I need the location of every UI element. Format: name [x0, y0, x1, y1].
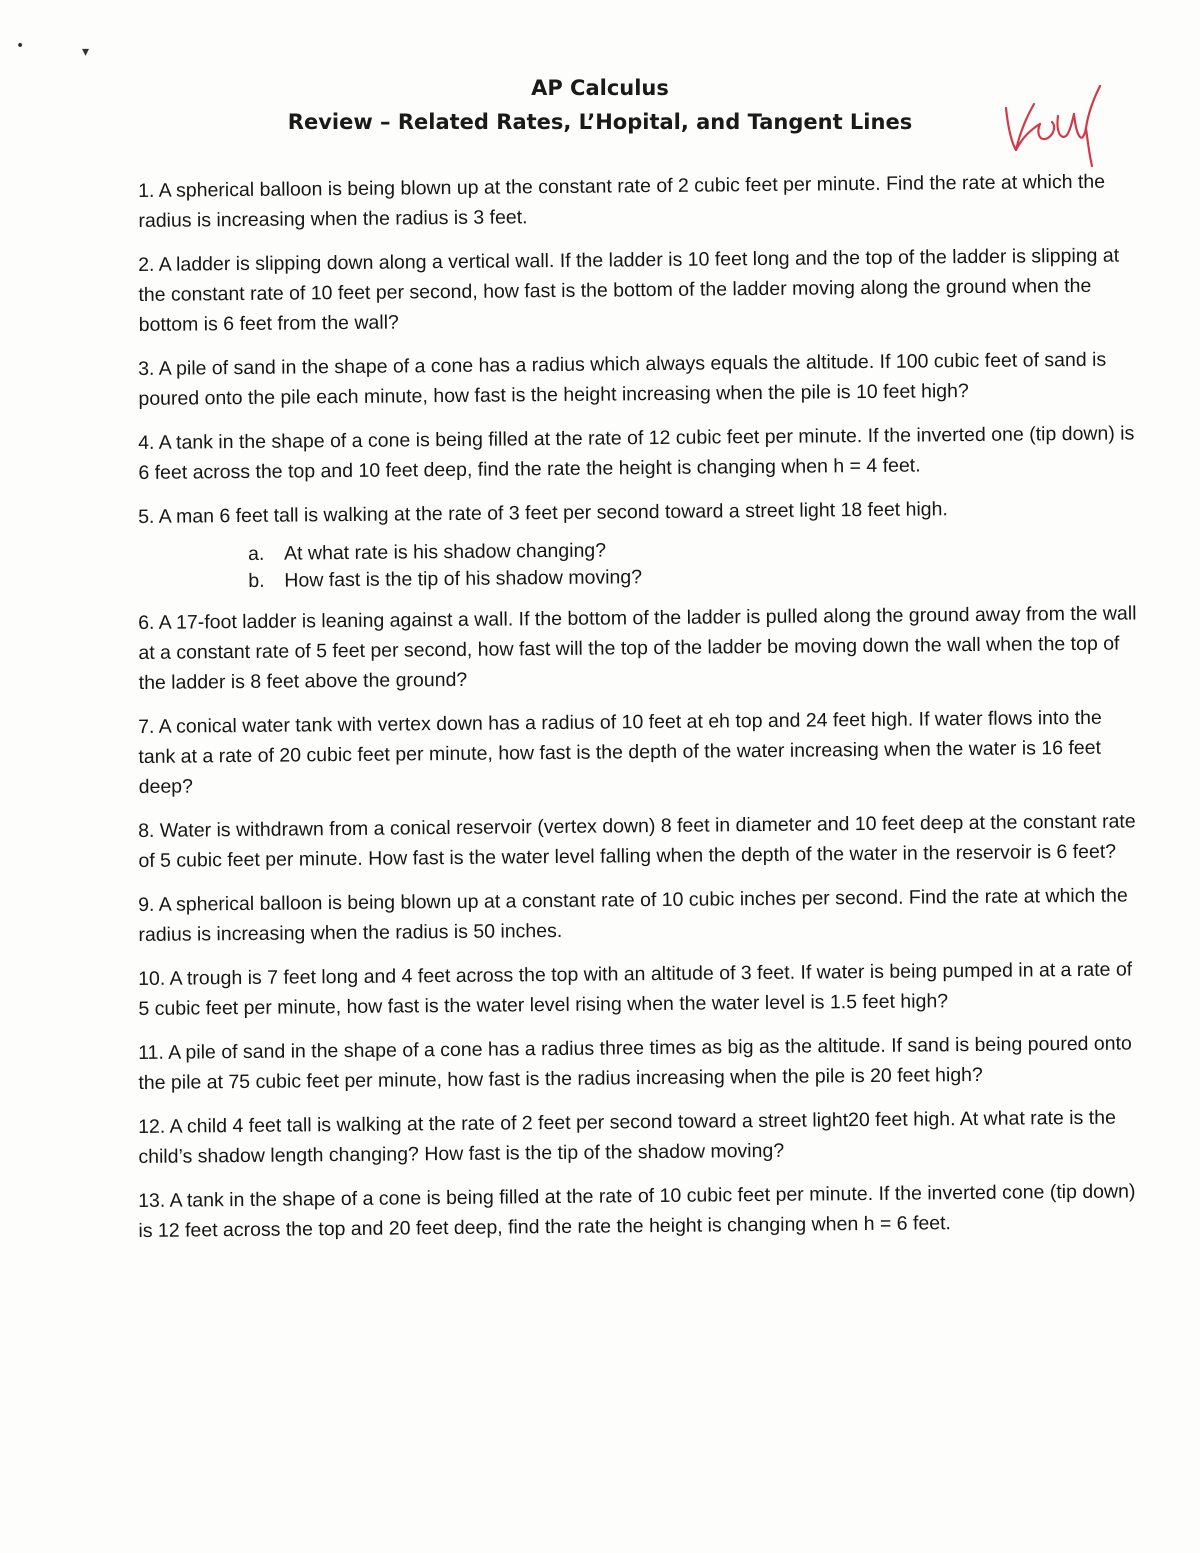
worksheet-subtitle: Review – Related Rates, L’Hopital, and Tangent Lines [287, 110, 913, 134]
problem-8: 8. Water is withdrawn from a conical reservoir (vertex down) 8 feet in diameter and 10 feet deep at the constant rate of 5 cubic feet per minute. How fast is the water level falling when the depth of the water in the reservoir is 6 feet? [138, 810, 1136, 872]
problem-9: 9. A spherical balloon is being blown up at a constant rate of 10 cubic inches per second. Find the rate at which the radius is increasing when the radius is 50 inches. [138, 884, 1128, 946]
problem-3: 3. A pile of sand in the shape of a cone has a radius which always equals the altitude. If 100 cubic feet of sand is poured onto the pile each minute, how fast is the height increasing when the pile is 10 feet high? [138, 348, 1107, 410]
problem-6: 6. A 17-foot ladder is leaning against a wall. If the bottom of the ladder is pulled along the ground away from the wall at a constant rate of 5 feet per second, how fast will the top of the ladder be moving down the wall when the top of the ladder is 8 feet above the ground? [138, 602, 1137, 694]
problem-5-parts [138, 532, 1138, 596]
part-letter: a. [248, 542, 265, 565]
problem-1: 1. A spherical balloon is being blown up at the constant rate of 2 cubic feet per minute. Find the rate at which the radius is increasing when the radius is 3 feet. [138, 170, 1106, 232]
problem-10: 10. A trough is 7 feet long and 4 feet across the top with an altitude of 3 feet. If water is being pumped in at a rate of 5 cubic feet per minute, how fast is the water level rising when the water level is 1.5 feet high? [138, 958, 1133, 1020]
part-text: How fast is the tip of his shadow moving? [284, 566, 643, 592]
course-title: AP Calculus [531, 76, 669, 100]
problem-11: 11. A pile of sand in the shape of a cone has a radius three times as big as the altitude. If sand is being poured onto the pile at 75 cubic feet per minute, how fast is the radius increasing when the pile is 20 feet high? [138, 1032, 1132, 1094]
problem-4: 4. A tank in the shape of a cone is being filled at the rate of 12 cubic feet per minute. If the inverted one (tip down) is 6 feet across the top and 10 feet deep, find the rate the height is changing when h = 4 feet. [138, 422, 1135, 484]
problem-12: 12. A child 4 feet tall is walking at the rate of 2 feet per second toward a street light20 feet high. At what rate is the child’s shadow length changing? How fast is the tip of the shadow moving? [138, 1106, 1116, 1168]
part-text: At what rate is his shadow changing? [284, 539, 607, 565]
scan-speck: • [16, 38, 25, 54]
handwritten-key-mark [1000, 78, 1120, 168]
problem-7: 7. A conical water tank with vertex down has a radius of 10 feet at eh top and 24 feet high. If water flows into the tank at a rate of 20 cubic feet per minute, how fast is the depth of the water increasing when the water is 16 feet deep? [138, 706, 1102, 798]
problem-13: 13. A tank in the shape of a cone is being filled at the rate of 10 cubic feet per minute. If the inverted cone (tip down) is 12 feet across the top and 20 feet deep, find the rate the height is changing when h = 6 feet. [138, 1180, 1136, 1242]
problem-list [138, 170, 1138, 1260]
problem-5: 5. A man 6 feet tall is walking at the rate of 3 feet per second toward a street light 18 feet high. [138, 498, 948, 528]
part-letter: b. [248, 569, 265, 592]
scan-speck: ▾ [82, 44, 90, 60]
problem-2: 2. A ladder is slipping down along a vertical wall. If the ladder is 10 feet long and the top of the ladder is slipping at the constant rate of 10 feet per second, how fast is the bottom of the ladder moving along the ground when the bottom is 6 feet from the wall? [138, 244, 1120, 336]
